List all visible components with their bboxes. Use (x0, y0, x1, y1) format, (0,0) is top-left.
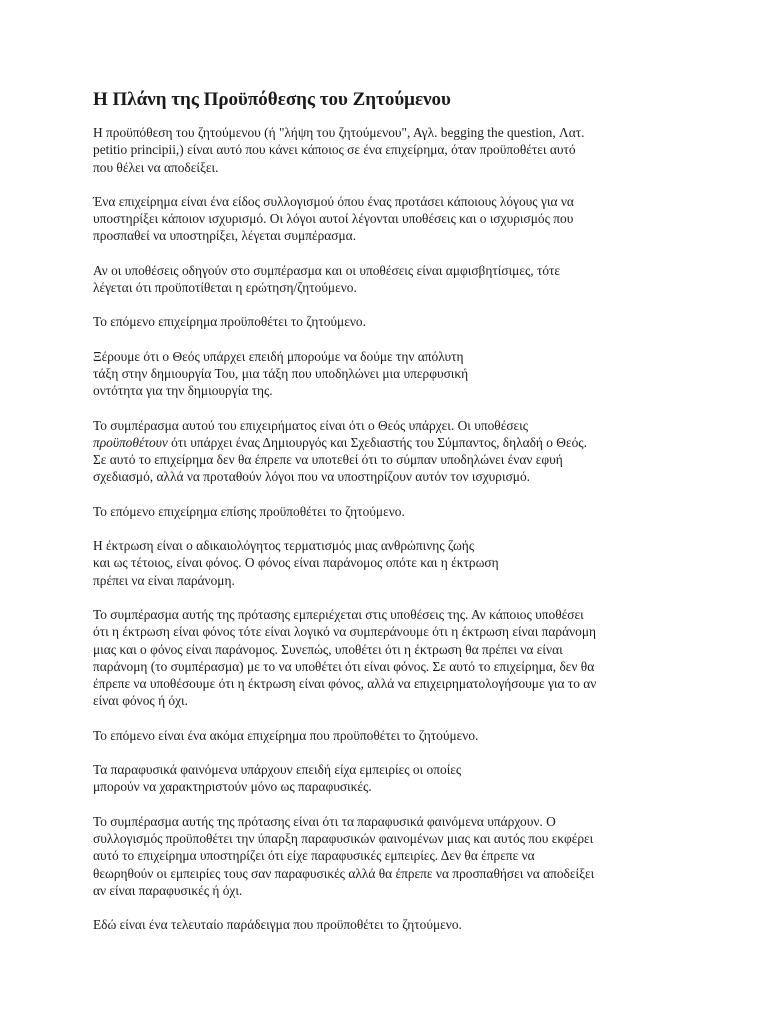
text-line: αν είναι παραφυσικές ή όχι. (93, 882, 243, 898)
document-page (93, 88, 693, 950)
paragraph-argument-definition (93, 193, 693, 245)
paragraph-example-paranormal (93, 761, 693, 796)
text-line: Αν οι υποθέσεις οδηγούν στο συμπέρασμα και οι υποθέσεις είναι αμφισβητίσιμες, τότε (93, 262, 561, 278)
text-line: παράνομη (το συμπέρασμα) με το να υποθέτει ότι είναι φόνος. Σε αυτό το επιχείρημα, δεν θα (93, 658, 595, 674)
text-line: Το επόμενο επιχείρημα επίσης προϋποθέτει το ζητούμενο. (93, 503, 405, 519)
paragraph-analysis-god (93, 417, 693, 486)
text-line: Η έκτρωση είναι ο αδικαιολόγητος τερματισμός μιας ανθρώπινης ζωής (93, 538, 475, 554)
text-line: οντότητα για την δημιουργία της. (93, 383, 273, 399)
document-title: Η Πλάνη της Προϋπόθεσης του Ζητούμενου (93, 89, 451, 110)
text-line: μιας και ο φόνος είναι παράνομος. Συνεπώς, υποθέτει ότι η έκτρωση θα πρέπει να είναι (93, 641, 563, 657)
text-line: Ένα επιχείρημα είναι ένα είδος συλλογισμού όπου ένας προτάσει κάποιους λόγους για να (93, 193, 574, 209)
paragraph-analysis-abortion (93, 606, 693, 710)
text-line: Εδώ είναι ένα τελευταίο παράδειγμα που προϋποθέτει το ζητούμενο. (93, 917, 462, 933)
text-line: Το συμπέρασμα αυτής της πρότασης είναι ότι τα παραφυσικά φαινόμενα υπάρχουν. Ο (93, 813, 556, 829)
italic-word: προϋποθέτουν (93, 434, 168, 450)
text-line: σχεδιασμό, αλλά να προταθούν λόγοι που να υποστηρίζουν αυτόν τον ισχυρισμό. (93, 469, 531, 485)
text-line: μπορούν να χαρακτηριστούν μόνο ως παραφυσικές. (93, 779, 372, 795)
paragraph-analysis-paranormal (93, 813, 693, 899)
text-line: Το επόμενο επιχείρημα προϋποθέτει το ζητούμενο. (93, 314, 366, 330)
text-line: συλλογισμός προϋποθέτει την ύπαρξη παραφυσικών φαινομένων μιας και αυτός που εκφέρει (93, 830, 594, 846)
text-line (93, 434, 693, 451)
text-line-rest: ότι υπάρχει ένας Δημιουργός και Σχεδιαστής του Σύμπαντος, δηλαδή ο Θεός. (171, 434, 587, 450)
paragraph-example-intro-1 (93, 313, 693, 330)
text-line: θεωρηθούν οι εμπειρίες τους σαν παραφυσικές αλλά θα έπρεπε να προσπαθήσει να αποδείξει (93, 865, 595, 881)
text-line: Ξέρουμε ότι ο Θεός υπάρχει επειδή μπορούμε να δούμε την απόλυτη (93, 348, 464, 364)
text-line: ότι η έκτρωση είναι φόνος τότε είναι λογικό να συμπεράνουμε ότι η έκτρωση είναι παράνομη (93, 624, 597, 640)
text-line: Το επόμενο είναι ένα ακόμα επιχείρημα που προϋποθέτει το ζητούμενο. (93, 727, 479, 743)
paragraph-example-abortion (93, 537, 693, 589)
text-line: Η προϋπόθεση του ζητούμενου (ή "λήψη του ζητούμενου", Αγλ. begging the question, Λατ. (93, 125, 585, 140)
paragraph-definition (93, 124, 693, 176)
text-line: petitio principii,) είναι αυτό που κάνει κάποιος σε ένα επιχείρημα, όταν προϋποθέτει αυτό (93, 142, 576, 158)
paragraph-example-god (93, 348, 693, 400)
text-line: έπρεπε να υποθέσουμε ότι η έκτρωση είναι φόνος, αλλά να επιχειρηματολογήσουμε για το αν (93, 676, 597, 692)
text-line: Το συμπέρασμα αυτού του επιχειρήματος είναι ότι ο Θεός υπάρχει. Οι υποθέσεις (93, 417, 529, 433)
text-line: υποστηρίξει κάποιον ισχυρισμό. Οι λόγοι αυτοί λέγονται υποθέσεις και ο ισχυρισμός που (93, 211, 574, 227)
text-line: Σε αυτό το επιχείρημα δεν θα έπρεπε να υποτεθεί ότι το σύμπαν υποδηλώνει έναν εφυή (93, 452, 563, 468)
paragraph-example-intro-3 (93, 727, 693, 744)
text-line: λέγεται ότι προϋποτίθεται η ερώτηση/ζητούμενο. (93, 280, 357, 296)
text-line: και ως τέτοιος, είναι φόνος. Ο φόνος είναι παράνομος οπότε και η έκτρωση (93, 555, 499, 571)
text-line: προσπαθεί να υποστηρίξει, λέγεται συμπέρασμα. (93, 228, 357, 244)
text-line: Τα παραφυσικά φαινόμενα υπάρχουν επειδή είχα εμπειρίες οι οποίες (93, 762, 462, 778)
text-line: τάξη στην δημιουργία Του, μια τάξη που υποδηλώνει μια υπερφυσική (93, 365, 469, 381)
paragraph-final-example-intro (93, 916, 693, 933)
paragraph-begging-question (93, 262, 693, 297)
text-line: πρέπει να είναι παράνομη. (93, 572, 235, 588)
text-line: είναι φόνος ή όχι. (93, 693, 189, 709)
text-line: που θέλει να αποδείξει. (93, 159, 219, 175)
text-line: αυτό το επιχείρημα υποστηρίζει ότι είχε παραφυσικές εμπειρίες. Δεν θα έπρεπε να (93, 848, 535, 864)
paragraph-example-intro-2 (93, 503, 693, 520)
text-line: Το συμπέρασμα αυτής της πρότασης εμπεριέχεται στις υποθέσεις της. Αν κάποιος υποθέσει (93, 606, 584, 622)
